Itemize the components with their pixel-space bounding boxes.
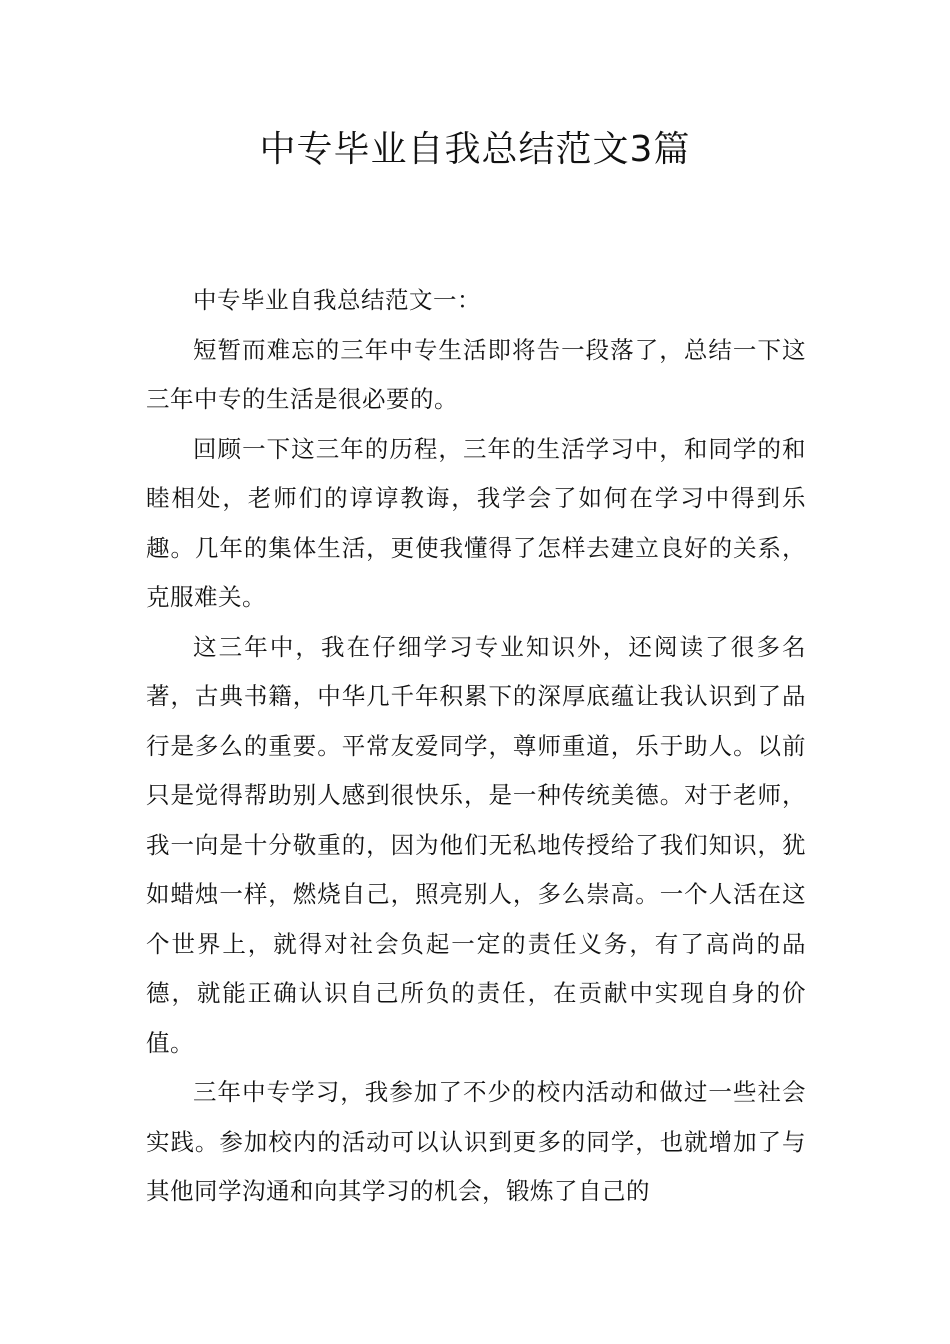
paragraph-review: 回顾一下这三年的历程，三年的生活学习中，和同学的和睦相处，老师们的谆谆教诲，我学会了如何在学习中得到乐趣。几年的集体生活，更使我懂得了怎样去建立良好的关系，克服难关。 xyxy=(146,434,806,611)
paragraph-section-heading: 中专毕业自我总结范文一： xyxy=(193,286,481,314)
document-body xyxy=(146,276,806,1217)
paragraph-activities: 三年中专学习，我参加了不少的校内活动和做过一些社会实践。参加校内的活动可以认识到更多的同学，也就增加了与其他同学沟通和向其学习的机会，锻炼了自己的 xyxy=(146,1078,806,1205)
document-title: 中专毕业自我总结范文3篇 xyxy=(259,129,691,170)
paragraph-intro: 短暂而难忘的三年中专生活即将告一段落了，总结一下这三年中专的生活是很必要的。 xyxy=(146,335,806,413)
paragraph-character: 这三年中，我在仔细学习专业知识外，还阅读了很多名著，古典书籍，中华几千年积累下的深厚底蕴让我认识到了品行是多么的重要。平常友爱同学，尊师重道，乐于助人。以前只是觉得帮助别人感到很快乐，是一种传统美德。对于老师，我一向是十分敬重的，因为他们无私地传授给了我们知识，犹如蜡烛一样，燃烧自己，照亮别人，多么崇高。一个人活在这个世界上，就得对社会负起一定的责任义务，有了高尚的品德，就能正确认识自己所负的责任，在贡献中实现自身的价值。 xyxy=(146,632,806,1057)
